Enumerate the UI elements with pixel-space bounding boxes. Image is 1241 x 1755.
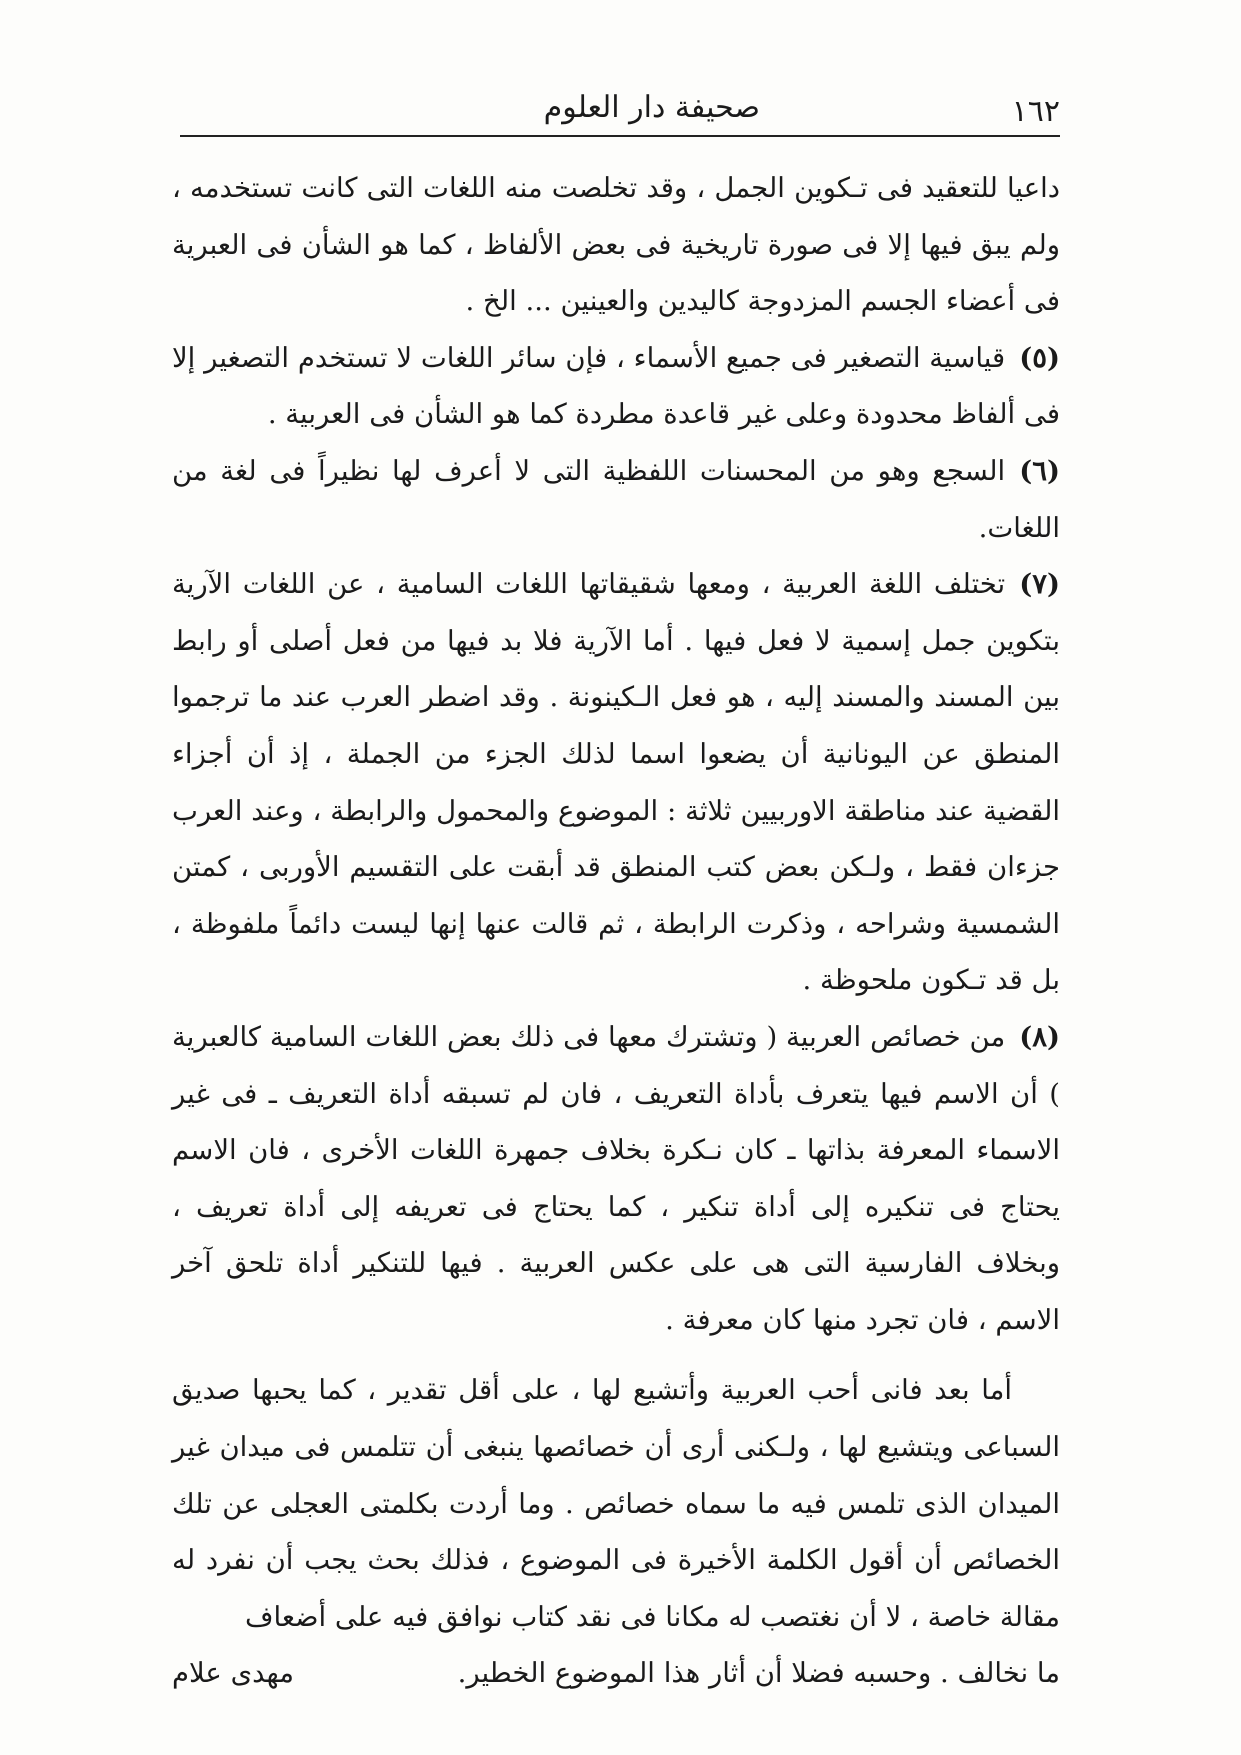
running-title: صحيفة دار العلوم (543, 90, 760, 125)
list-item-6 (172, 443, 1060, 556)
paragraph-text: داعيا للتعقيد فى تـكوين الجمل ، وقد تخلصت منه اللغات التى كانت تستخدمه ، ولم يبق فيها إلا فى صورة تاريخية فى بعض الألفاظ ، كما هو الشأن فى العبرية فى أعضاء الجسم المزدوجة كاليدين والعينين ... الخ . (172, 172, 1060, 318)
item-text: تختلف اللغة العربية ، ومعها شقيقاتها اللغات السامية ، عن اللغات الآرية بتكوين جمل إسمية لا فعل فيها . أما الآرية فلا بد فيها من فعل أصلى أو رابط بين المسند والمسند إليه ، هو فعل الـكينونة . وقد اضطر العرب عند ما ترجموا المنطق عن اليونانية أن يضعوا اسما لذلك الجزء من الجملة ، إذ أن أجزاء القضية عند مناطقة الاوربيين ثلاثة : الموضوع والمحمول والرابطة ، وعند العرب جزءان فقط ، ولـكن بعض كتب المنطق قد أبقت على التقسيم الأوربى ، كمتن الشمسية وشراحه ، وذكرت الرابطة ، ثم قالت عنها إنها ليست دائماً ملفوظة ، بل قد تـكون ملحوظة . (172, 568, 1060, 997)
page-header (180, 84, 1060, 134)
closing-line (172, 1645, 1060, 1702)
list-item-5 (172, 330, 1060, 443)
list-item-7 (172, 556, 1060, 1009)
item-text: قياسية التصغير فى جميع الأسماء ، فإن سائر اللغات لا تستخدم التصغير إلا فى ألفاظ محدودة وعلى غير قاعدة مطردة كما هو الشأن فى العربية . (172, 341, 1060, 431)
item-text: من خصائص العربية ( وتشترك معها فى ذلك بعض اللغات السامية كالعبرية ) أن الاسم فيها يتعرف بأداة التعريف ، فان لم تسبقه أداة التعريف ـ فى غير الاسماء المعرفة بذاتها ـ كان نـكرة بخلاف جمهرة اللغات الأخرى ، فان الاسم يحتاج فى تنكيره إلى أداة تنكير ، كما يحتاج فى تعريفه إلى أداة تعريف ، وبخلاف الفارسية التى هى على عكس العربية . فيها للتنكير أداة تلحق آخر الاسم ، فان تجرد منها كان معرفة . (172, 1020, 1060, 1336)
paragraph-text: أما بعد فانى أحب العربية وأتشيع لها ، على أقل تقدير ، كما يحبها صديق السباعى ويتشيع لها ، ولـكنى أرى أن خصائصها ينبغى أن تتلمس فى ميدان غير الميدان الذى تلمس فيه ما سماه خصائص . وما أردت بكلمتى العجلى عن تلك الخصائص أن أقول الكلمة الأخيرة فى الموضوع ، فذلك بحث يجب أن نفرد له مقالة خاصة ، لا أن نغتصب له مكانا فى نقد كتاب نوافق فيه على أضعاف (172, 1374, 1060, 1633)
item-number: (٧) (1019, 568, 1060, 601)
list-item-8 (172, 1009, 1060, 1349)
item-number: (٥) (1019, 341, 1060, 374)
page-number: ١٦٢ (1011, 94, 1060, 129)
item-text: السجع وهو من المحسنات اللفظية التى لا أعرف لها نظيراً فى لغة من اللغات. (172, 454, 1060, 544)
item-number: (٨) (1019, 1020, 1060, 1053)
author-signature: مهدى علام (172, 1657, 294, 1690)
item-number: (٦) (1019, 454, 1060, 487)
paragraph-continuation (172, 160, 1060, 330)
header-rule (180, 135, 1060, 137)
closing-paragraph (172, 1362, 1060, 1645)
article-body (172, 160, 1060, 1702)
final-sentence: ما نخالف . وحسبه فضلا أن أثار هذا الموضوع الخطير. (457, 1657, 1060, 1690)
